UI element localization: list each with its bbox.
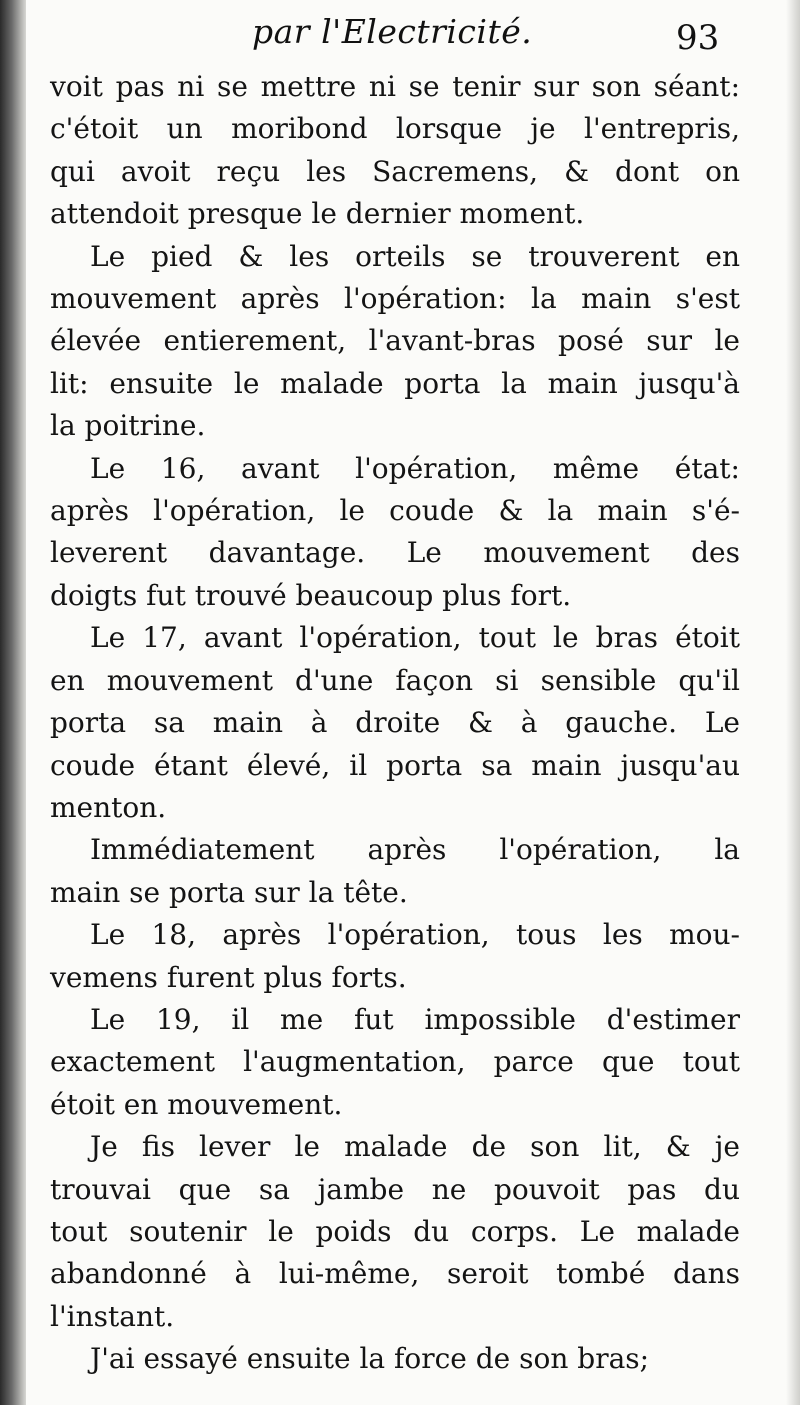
text-line: mouvement après l'opération: la main s'est: [50, 282, 740, 316]
text-line: en mouvement d'une façon si sensible qu'il: [50, 663, 740, 697]
text-line: Le 18, après l'opération, tous les mou-: [90, 918, 740, 952]
text-line: c'étoit un moribond lorsque je l'entrepris,: [50, 112, 740, 146]
paragraph: [50, 617, 740, 829]
paragraph: [50, 829, 740, 914]
paragraph: [50, 1338, 740, 1380]
text-line: vemens furent plus forts.: [50, 960, 407, 994]
text-line: élevée entierement, l'avant-bras posé sur le: [50, 324, 740, 358]
text-line: porta sa main à droite & à gauche. Le: [50, 706, 740, 740]
paragraph: [50, 448, 740, 618]
text-line: Je fis lever le malade de son lit, & je: [90, 1130, 740, 1164]
body-text: [50, 66, 740, 1381]
text-line: J'ai essayé ensuite la force de son bras;: [90, 1342, 650, 1376]
text-line: attendoit presque le dernier moment.: [50, 197, 585, 231]
text-line: lit: ensuite le malade porta la main jusqu'à: [50, 366, 740, 400]
text-line: étoit en mouvement.: [50, 1087, 343, 1121]
running-title: par l'Electricité.: [252, 12, 533, 51]
text-line: Le 17, avant l'opération, tout le bras étoit: [90, 621, 740, 655]
binding-gutter-shadow: [0, 0, 26, 1405]
text-line: main se porta sur la tête.: [50, 875, 408, 909]
text-line: trouvai que sa jambe ne pouvoit pas du: [50, 1172, 740, 1206]
text-line: tout soutenir le poids du corps. Le malade: [50, 1214, 740, 1248]
paragraph: [50, 999, 740, 1126]
text-line: coude étant élevé, il porta sa main jusqu'au: [50, 748, 740, 782]
text-line: leverent davantage. Le mouvement des: [50, 536, 740, 570]
text-line: abandonné à lui-même, seroit tombé dans: [50, 1257, 740, 1291]
paragraph: [50, 66, 740, 236]
text-line: qui avoit reçu les Sacremens, & dont on: [50, 154, 740, 188]
text-line: l'instant.: [50, 1299, 175, 1333]
page-number: 93: [676, 18, 720, 58]
text-line: après l'opération, le coude & la main s'é-: [50, 494, 740, 528]
paragraph: [50, 236, 740, 448]
running-head: [0, 8, 800, 58]
text-line: exactement l'augmentation, parce que tout: [50, 1045, 740, 1079]
text-line: Le pied & les orteils se trouverent en: [90, 239, 740, 273]
text-line: menton.: [50, 790, 167, 824]
text-line: Le 19, il me fut impossible d'estimer: [90, 1002, 740, 1036]
text-line: Immédiatement après l'opération, la: [90, 833, 740, 867]
text-line: la poitrine.: [50, 409, 206, 443]
page-edge-shadow: [786, 0, 800, 1405]
text-line: voit pas ni se mettre ni se tenir sur son séant:: [50, 70, 740, 103]
text-line: Le 16, avant l'opération, même état:: [90, 451, 740, 485]
paragraph: [50, 914, 740, 999]
text-line: doigts fut trouvé beaucoup plus fort.: [50, 578, 572, 612]
paragraph: [50, 1126, 740, 1338]
